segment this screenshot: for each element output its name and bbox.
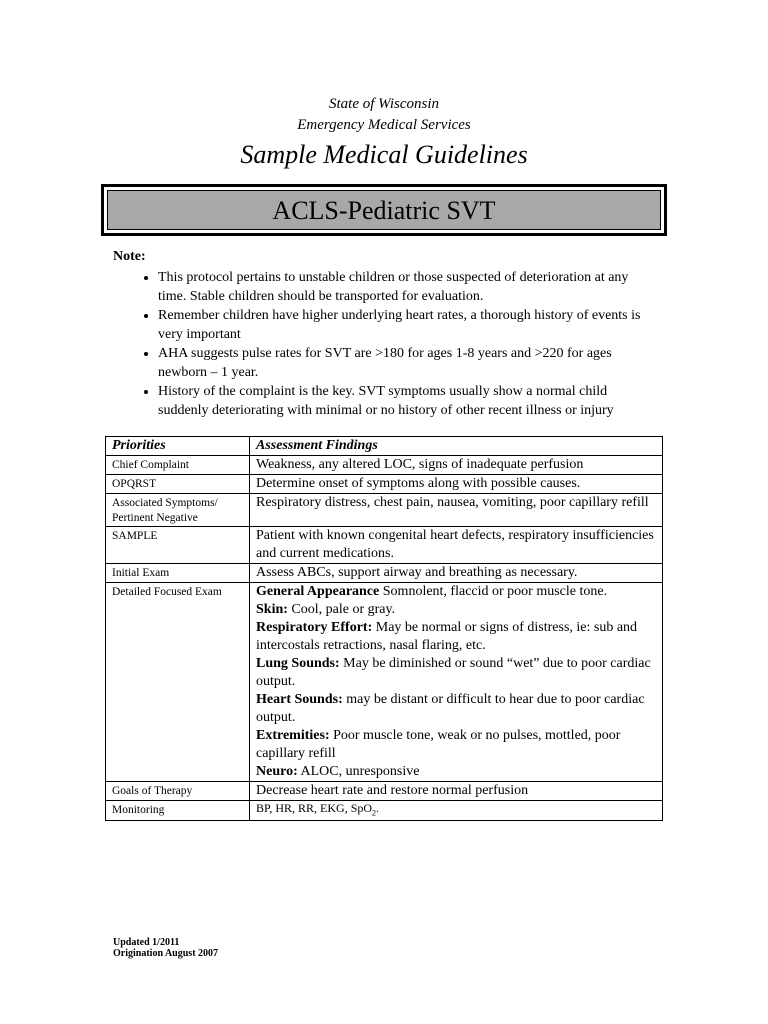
row-label: Monitoring	[106, 801, 250, 821]
origination-date: Origination August 2007	[113, 948, 219, 959]
row-label: Chief Complaint	[106, 456, 250, 475]
table-header-row	[106, 437, 663, 456]
row-value: Respiratory distress, chest pain, nausea, vomiting, poor capillary refill	[250, 494, 663, 527]
table-row	[106, 527, 663, 564]
table-row	[106, 475, 663, 494]
finding-lung-sounds: Lung Sounds: May be diminished or sound “wet” due to poor cardiac output.	[256, 656, 651, 689]
row-value: Decrease heart rate and restore normal perfusion	[250, 782, 663, 801]
document-header	[0, 94, 768, 172]
finding-extremities: Extremities: Poor muscle tone, weak or no pulses, mottled, poor capillary refill	[256, 728, 621, 761]
finding-neuro: Neuro: ALOC, unresponsive	[256, 764, 420, 779]
finding-general-appearance: General Appearance Somnolent, flaccid or poor muscle tone.	[256, 584, 608, 599]
row-value: Weakness, any altered LOC, signs of inadequate perfusion	[250, 456, 663, 475]
row-label: Initial Exam	[106, 564, 250, 583]
table-row	[106, 583, 663, 782]
note-bullet: • History of the complaint is the key. SVT symptoms usually show a normal child suddenly deteriorating with minimal or no history of other recent illness or injury	[158, 382, 653, 420]
finding-heart-sounds: Heart Sounds: may be distant or difficult to hear due to poor cardiac output.	[256, 692, 645, 725]
note-section	[113, 247, 653, 420]
column-header-priorities: Priorities	[106, 437, 250, 456]
row-label: OPQRST	[106, 475, 250, 494]
row-value: Assess ABCs, support airway and breathing as necessary.	[250, 564, 663, 583]
note-bullet: • AHA suggests pulse rates for SVT are >180 for ages 1-8 years and >220 for ages newborn – 1 year.	[158, 344, 653, 382]
note-bullet: • Remember children have higher underlying heart rates, a thorough history of events is very important	[158, 306, 653, 344]
column-header-findings: Assessment Findings	[250, 437, 663, 456]
row-value: Patient with known congenital heart defects, respiratory insufficiencies and current medications.	[250, 527, 663, 564]
header-doc-title: Sample Medical Guidelines	[240, 140, 528, 169]
note-label: Note:	[113, 249, 146, 264]
finding-skin: Skin: Cool, pale or gray.	[256, 602, 396, 617]
footer	[113, 937, 218, 959]
note-list	[113, 268, 653, 420]
header-agency: Emergency Medical Services	[297, 117, 471, 133]
table-row	[106, 494, 663, 527]
protocol-title-box	[101, 184, 667, 236]
row-label: SAMPLE	[106, 527, 250, 564]
protocol-title: ACLS-Pediatric SVT	[107, 190, 661, 230]
row-label: Associated Symptoms/ Pertinent Negative	[106, 494, 250, 527]
row-value: Determine onset of symptoms along with possible causes.	[250, 475, 663, 494]
row-label: Detailed Focused Exam	[106, 583, 250, 782]
row-value: BP, HR, RR, EKG, SpO$_2$.	[250, 801, 663, 821]
updated-date: Updated 1/2011	[113, 937, 180, 948]
note-bullet: • This protocol pertains to unstable children or those suspected of deterioration at any time. Stable children should be transported for evaluation.	[158, 268, 653, 306]
header-state: State of Wisconsin	[329, 96, 439, 112]
table-row	[106, 782, 663, 801]
assessment-table	[105, 436, 663, 821]
row-label: Goals of Therapy	[106, 782, 250, 801]
table-row	[106, 564, 663, 583]
detailed-exam-findings	[250, 583, 663, 782]
table-row	[106, 456, 663, 475]
table-row	[106, 801, 663, 821]
finding-respiratory-effort: Respiratory Effort: May be normal or signs of distress, ie: sub and intercostals retractions, nasal flaring, etc.	[256, 620, 638, 653]
